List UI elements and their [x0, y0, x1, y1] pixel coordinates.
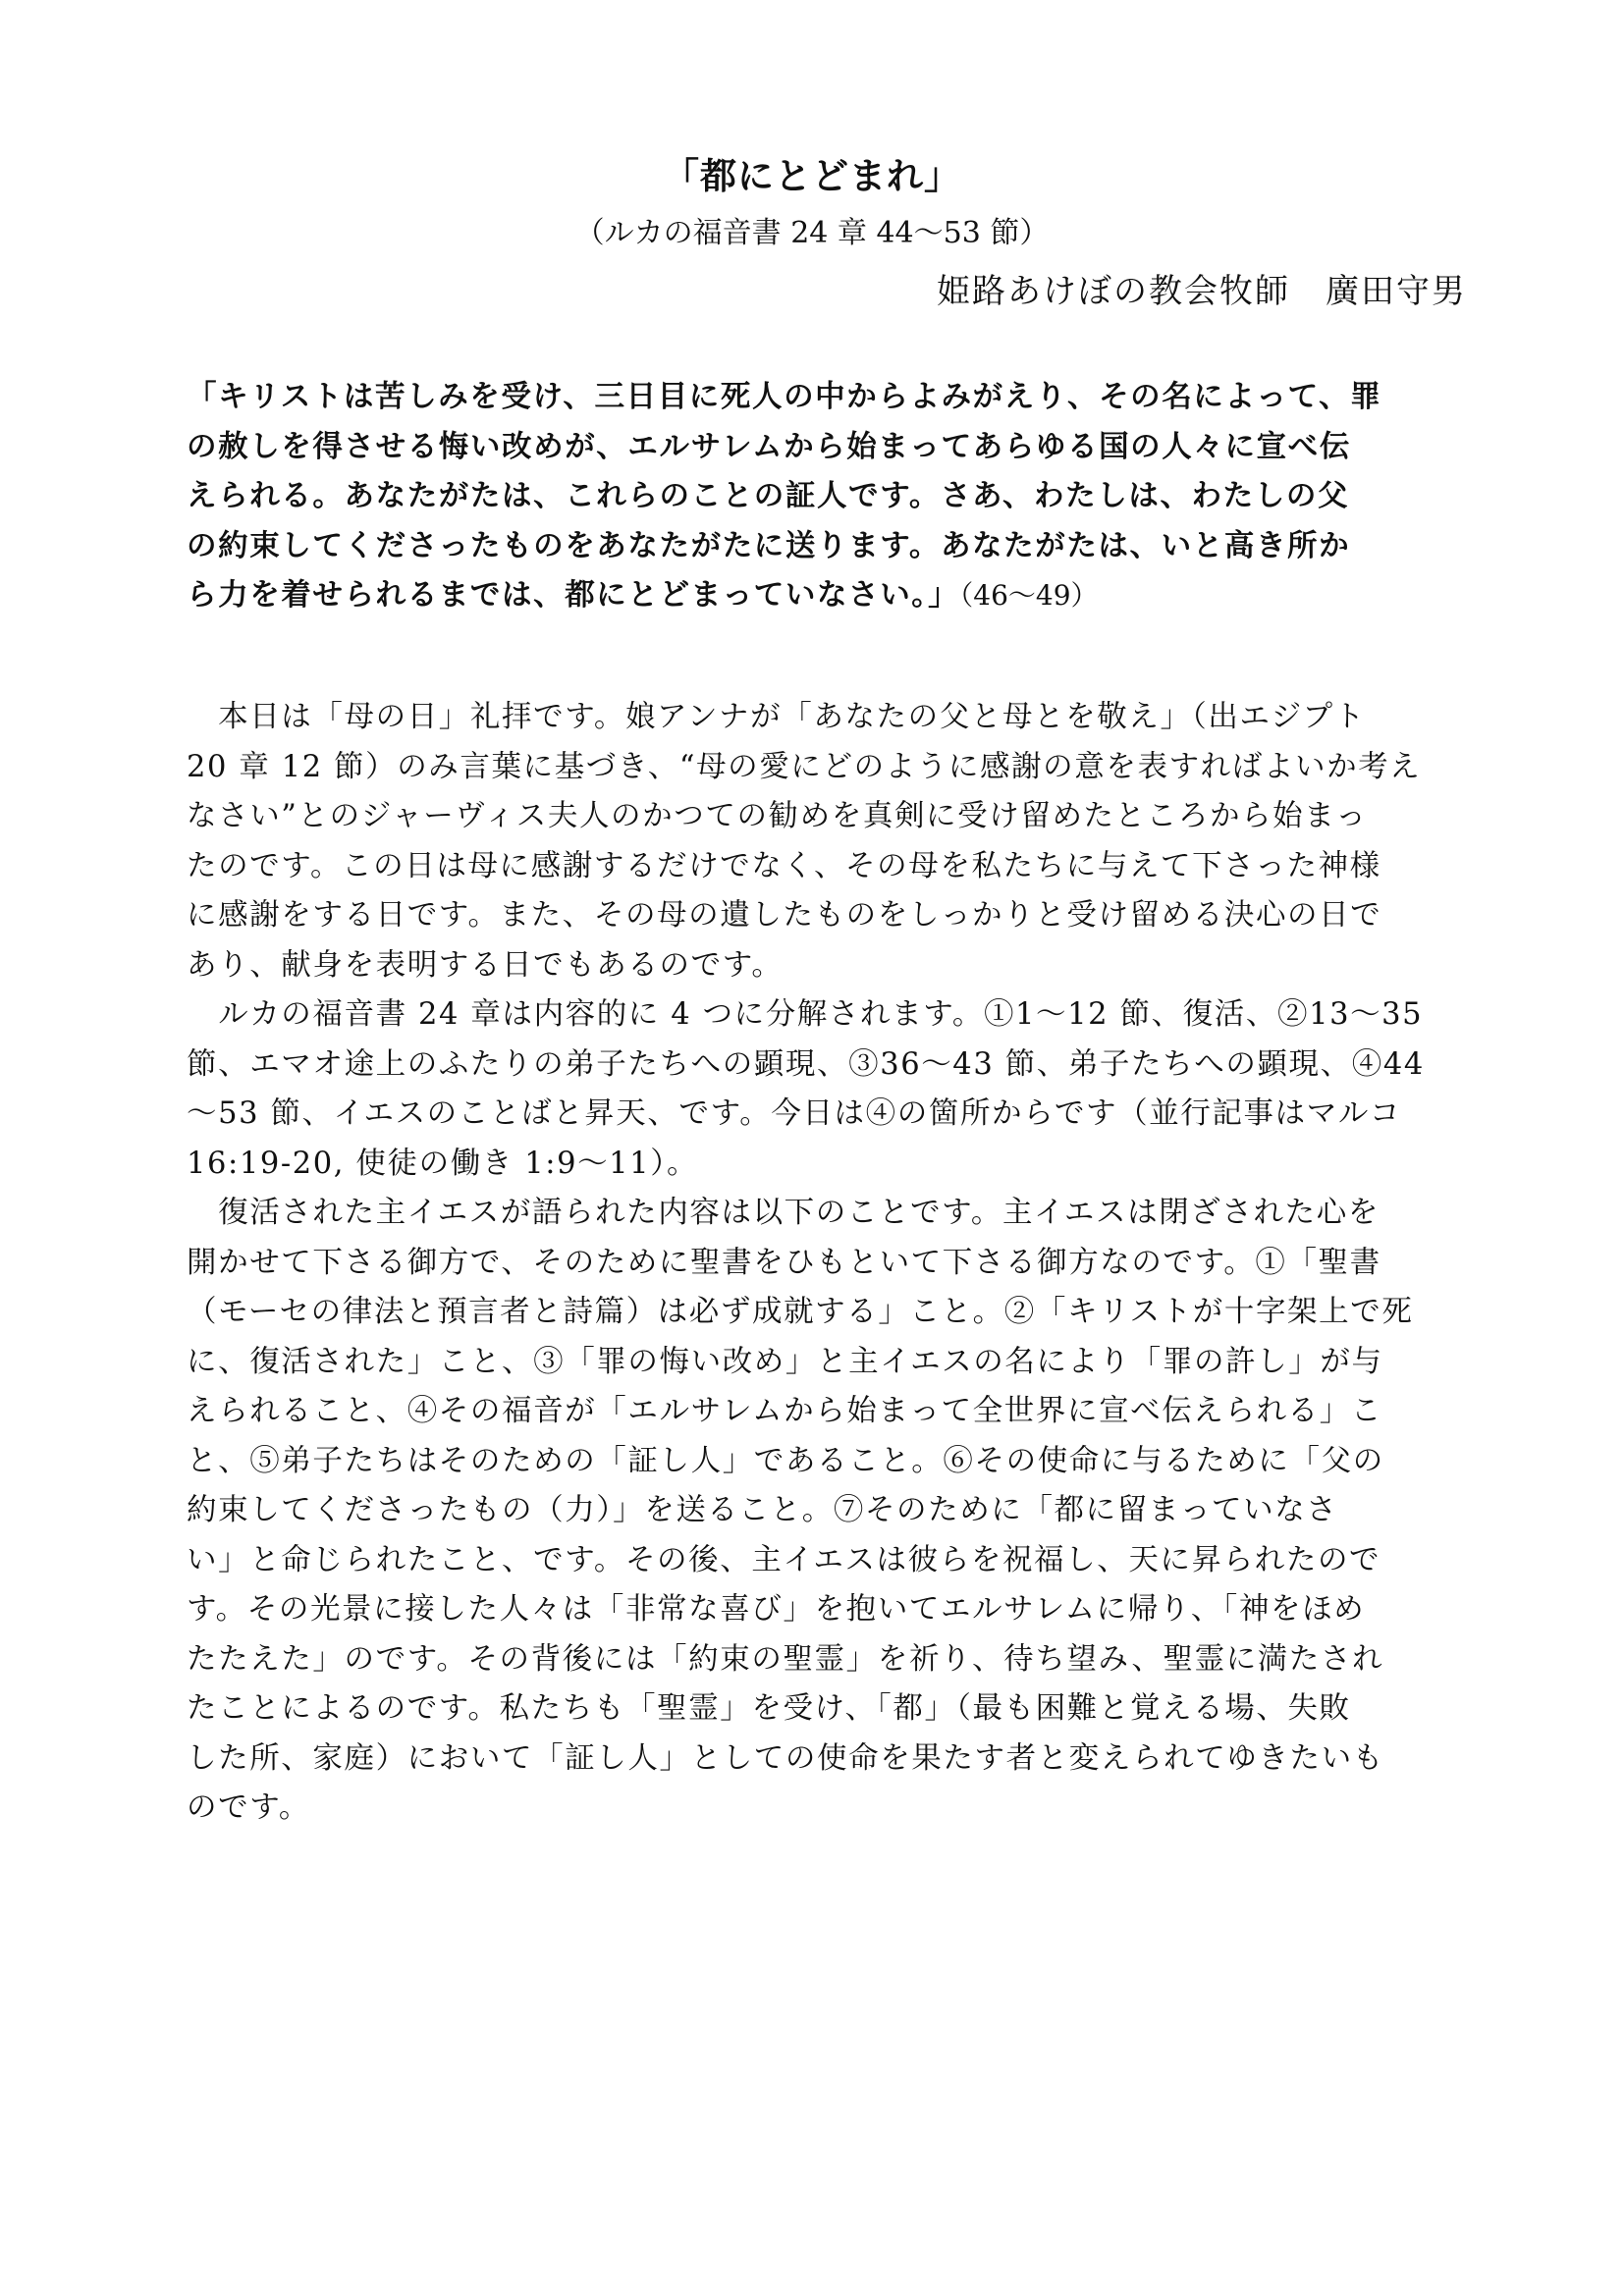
body-line: と、⑤弟子たちはそのための「証し人」であること。⑥その使命に与るために「父の — [187, 1443, 1384, 1478]
scripture-quote — [187, 373, 1463, 621]
body-line: 開かせて下さる御方で、そのために聖書をひもといて下さる御方なのです。①「聖書 — [187, 1245, 1381, 1280]
body-line: 本日は「母の日」礼拝です。娘アンナが「あなたの父と母とを敬え」（出エジプト — [187, 700, 1366, 734]
quote-line: ら力を着せられるまでは、都にとどまっていなさい。」 — [187, 578, 960, 613]
body-line: い」と命じられたこと、です。その後、主イエスは彼らを祝福し、天に昇られたので — [187, 1542, 1381, 1577]
body-line: あり、献身を表明する日でもあるのです。 — [187, 947, 784, 983]
body-line: のです。 — [187, 1790, 310, 1825]
quote-line: の約束してくださったものをあなたがたに送ります。あなたがたは、いと高き所か — [187, 528, 1351, 563]
body-line: ルカの福音書 24 章は内容的に 4 つに分解されます。①1～12 節、復活、②13～35 — [187, 997, 1424, 1032]
body-line: 16:19-20, 使徒の働き 1:9～11）。 — [187, 1146, 699, 1181]
quote-line: えられる。あなたがたは、これらのことの証人です。さあ、わたしは、わたしの父 — [187, 479, 1350, 513]
sermon-title: 「都にとどまれ」 — [663, 155, 961, 197]
quote-line: の赦しを得させる悔い改めが、エルサレムから始まってあらゆる国の人々に宣べ伝 — [187, 429, 1351, 464]
body-line: えられること、④その福音が「エルサレムから始まって全世界に宣べ伝えられる」こ — [187, 1394, 1382, 1428]
body-line: なさい”とのジャーヴィス夫人のかつての勧めを真剣に受け留めたところから始まっ — [187, 799, 1368, 833]
author-line: 姫路あけぼの教会牧師 廣田守男 — [937, 272, 1467, 311]
body-line: 約束してくださったもの（力）」を送ること。⑦そのために「都に留まっていなさ — [187, 1493, 1338, 1527]
body-line: ～53 節、イエスのことばと昇天、です。今日は④の箇所からです（並行記事はマルコ — [187, 1096, 1402, 1131]
sermon-body — [187, 693, 1463, 1834]
body-line: 復活された主イエスが語られた内容は以下のことです。主イエスは閉ざされた心を — [187, 1196, 1380, 1230]
body-line: に感謝をする日です。また、その母の遺したものをしっかりと受け留める決心の日で — [187, 898, 1382, 933]
scripture-reference: （ルカの福音書 24 章 44～53 節） — [574, 216, 1050, 250]
body-line: した所、家庭）において「証し人」としての使命を果たす者と変えられてゆきたいも — [187, 1740, 1384, 1776]
quote-line: 「キリストは苦しみを受け、三日目に死人の中からよみがえり、その名によって、罪 — [187, 380, 1382, 414]
body-line: たたえた」のです。その背後には「約束の聖霊」を祈り、待ち望み、聖霊に満たされ — [187, 1641, 1384, 1677]
body-line: （モーセの律法と預言者と詩篇）は必ず成就する」こと。②「キリストが十字架上で死 — [187, 1295, 1414, 1329]
body-line: 20 章 12 節）のみ言葉に基づき、“母の愛にどのように感謝の意を表すればよいか考え — [187, 749, 1422, 784]
body-line: たのです。この日は母に感謝するだけでなく、その母を私たちに与えて下さった神様 — [187, 848, 1381, 883]
body-line: に、復活された」こと、③「罪の悔い改め」と主イエスの名により「罪の許し」が与 — [187, 1344, 1383, 1379]
body-line: 節、エマオ途上のふたりの弟子たちへの顕現、③36～43 節、弟子たちへの顕現、④44 — [187, 1046, 1425, 1082]
body-line: たことによるのです。私たちも「聖霊」を受け、「都」（最も困難と覚える場、失敗 — [187, 1691, 1351, 1726]
body-line: す。その光景に接した人々は「非常な喜び」を抱いてエルサレムに帰り、「神をほめ — [187, 1592, 1366, 1627]
quote-verse-reference: （46～49） — [959, 579, 1099, 612]
quote-line-last — [187, 571, 1463, 621]
